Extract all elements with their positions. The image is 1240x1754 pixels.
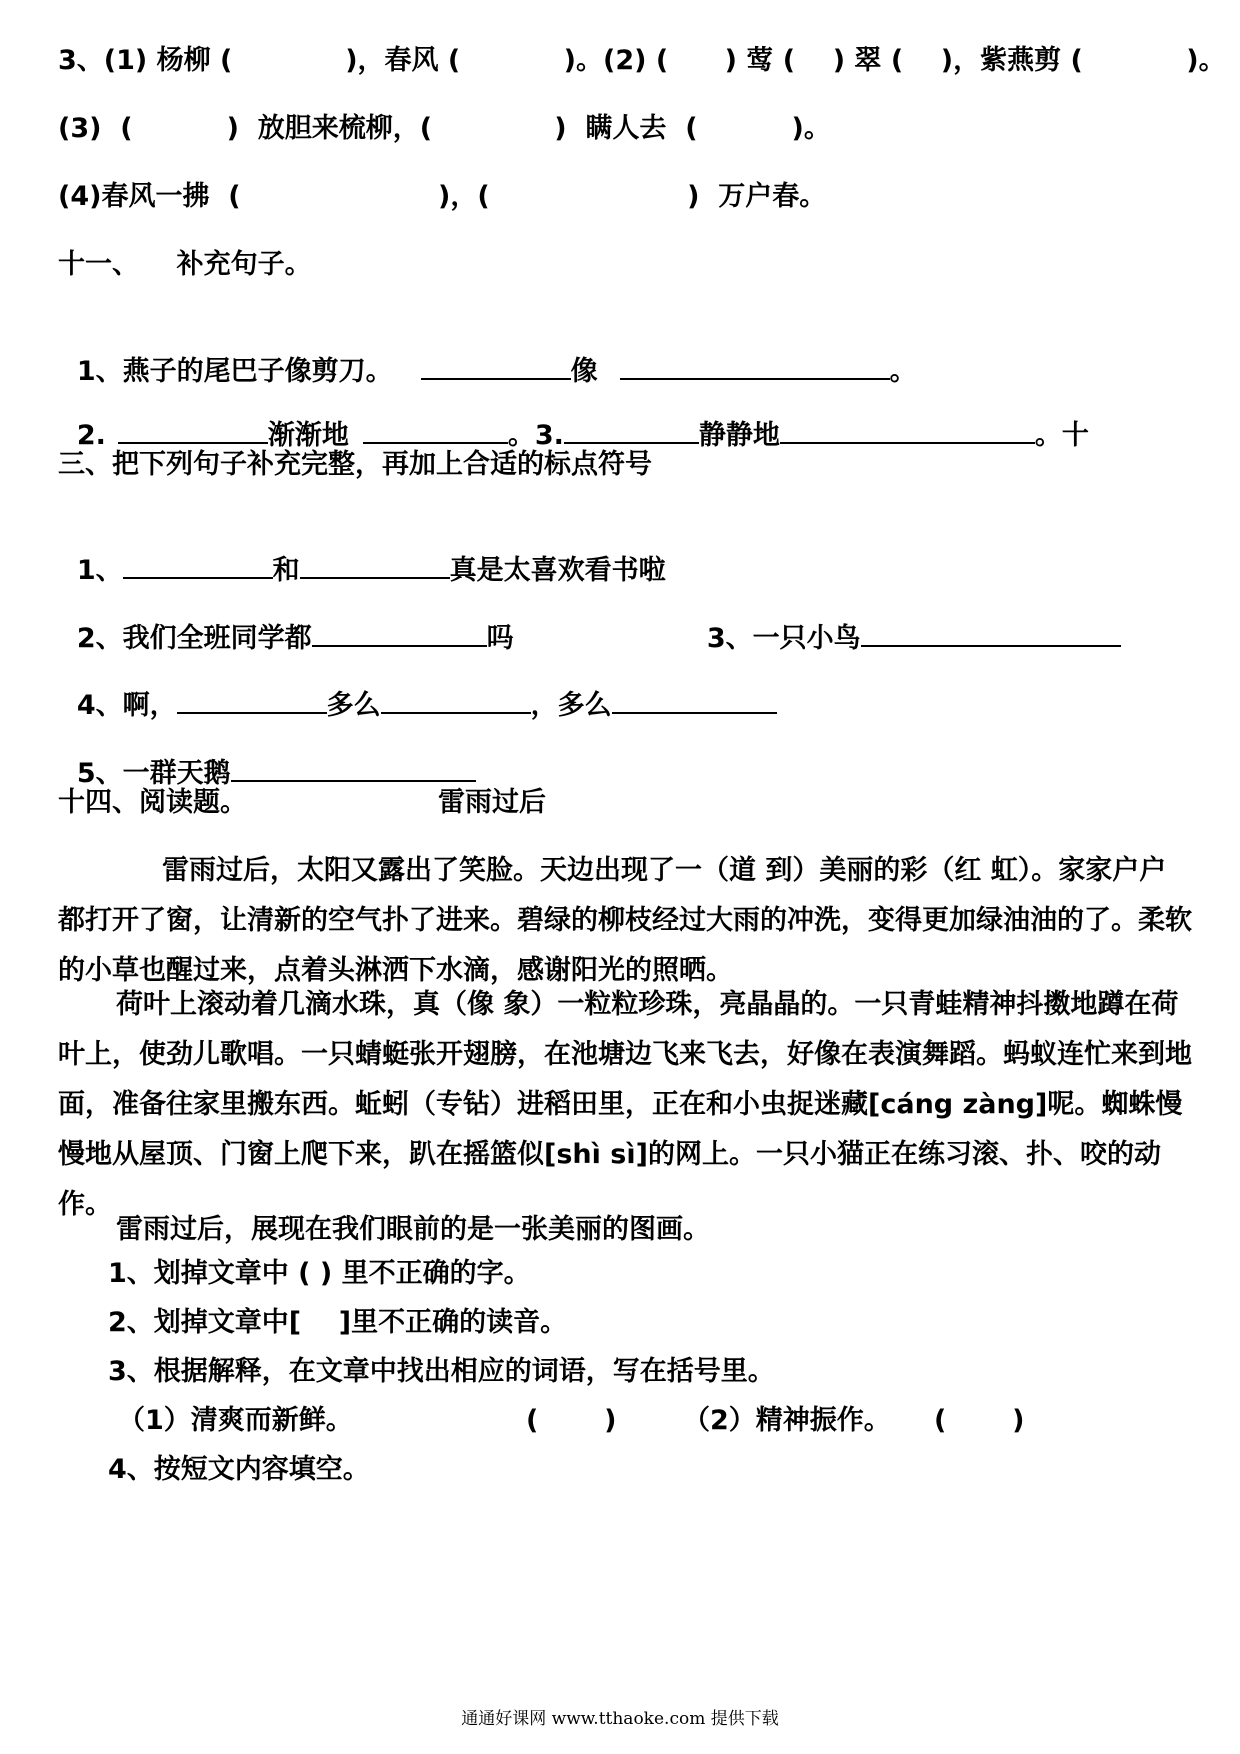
section-3-heading: 三、把下列句子补充完整，再加上合适的标点符号 xyxy=(58,449,652,480)
answer-blank[interactable] xyxy=(861,617,1121,647)
reading-paragraph-2: 荷叶上滚动着几滴水珠，真（像 象）一粒粒珍珠，亮晶晶的。一只青蛙精神抖擞地蹲在荷叶上，使劲儿歌唱。一只蜻蜓张开翅膀，在池塘边飞来飞去，好像在表演舞蹈。蚂蚁连忙来到地面，准备往家里搬东西。蚯蚓（专钻）进稻田里，正在和小虫捉迷藏[cáng zàng]呢。蜘蛛慢慢地从屋顶、门窗上爬下来，趴在摇篮似[shì sì]的网上。一只小猫正在练习滚、扑、咬的动作。 xyxy=(58,989,1192,1220)
q5-start: 5、一群天鹅 xyxy=(76,758,231,789)
section-3-q4 xyxy=(58,650,777,723)
reading-q4: 4、按短文内容填空。 xyxy=(108,1454,370,1485)
q3-start: 3、一只小鸟 xyxy=(706,623,861,654)
answer-blank[interactable] xyxy=(620,350,890,380)
q4-mid1: 多么 xyxy=(326,690,381,721)
q1-text: 1、燕子的尾巴子像剪刀。 xyxy=(76,356,393,387)
answer-blank[interactable] xyxy=(612,684,777,714)
reading-paragraph-3: 雷雨过后，展现在我们眼前的是一张美丽的图画。 xyxy=(116,1214,710,1245)
section-3-q5 xyxy=(58,718,476,791)
answer-blank[interactable] xyxy=(177,684,327,714)
q2-mid: 渐渐地 xyxy=(267,420,349,451)
answer-blank[interactable] xyxy=(312,617,487,647)
answer-blank[interactable] xyxy=(123,549,273,579)
answer-blank[interactable] xyxy=(118,414,268,444)
section-11-heading: 十一、 补充句子。 xyxy=(58,249,312,280)
q1-mid: 像 xyxy=(570,356,598,387)
poem-line-3: (4)春风一拂 ( )，( ) 万户春。 xyxy=(58,181,827,212)
reading-title: 雷雨过后 xyxy=(438,787,546,818)
answer-blank[interactable] xyxy=(381,684,531,714)
reading-paragraph-1: 雷雨过后，太阳又露出了笑脸。天边出现了一（道 到）美丽的彩（红 虹）。家家户户都打开了窗，让清新的空气扑了进来。碧绿的柳枝经过大雨的冲洗，变得更加绿油油的了。柔软的小草也醒过来，点着头淋洒下水滴，感谢阳光的照晒。 xyxy=(58,855,1192,986)
reading-q3: 3、根据解释，在文章中找出相应的词语，写在括号里。 xyxy=(108,1356,775,1387)
answer-blank[interactable] xyxy=(363,414,508,444)
section-11-q1 xyxy=(58,316,917,389)
reading-q1: 1、划掉文章中 ( ) 里不正确的字。 xyxy=(108,1258,531,1289)
q4-start: 4、啊， xyxy=(76,690,177,721)
q2-end: 。3. xyxy=(507,420,564,451)
section-3-q3 xyxy=(688,583,1121,656)
reading-q3a: （1）清爽而新鲜。 xyxy=(118,1405,353,1436)
poem-line-1: 3、(1) 杨柳 ( )，春风 ( )。(2) ( ) 莺 ( ) 翠 ( )，紫燕剪 ( )。 xyxy=(58,45,1226,76)
q1-end: 。 xyxy=(889,356,917,387)
reading-q3b: （2）精神振作。 xyxy=(683,1405,891,1436)
section-3-q2 xyxy=(58,583,514,656)
q1-end: 真是太喜欢看书啦 xyxy=(449,555,666,586)
q1-mid: 和 xyxy=(272,555,300,586)
q2-num: 2. xyxy=(76,420,106,451)
q3-end: 。十 xyxy=(1034,420,1089,451)
answer-blank[interactable] xyxy=(300,549,450,579)
answer-blank[interactable] xyxy=(780,414,1035,444)
q4-mid2: ，多么 xyxy=(530,690,612,721)
section-14-heading: 十四、阅读题。 xyxy=(58,787,247,818)
section-11-q2 xyxy=(58,380,1089,453)
q2-end: 吗 xyxy=(486,623,514,654)
section-3-q1 xyxy=(58,515,666,588)
reading-q2: 2、划掉文章中[ ]里不正确的读音。 xyxy=(108,1307,568,1338)
reading-q3a-blank[interactable]: ( ) xyxy=(526,1405,617,1436)
answer-blank[interactable] xyxy=(564,414,699,444)
q3-mid: 静静地 xyxy=(698,420,780,451)
poem-line-2: (3) ( ) 放胆来梳柳，( ) 瞒人去 ( )。 xyxy=(58,113,831,144)
q2-start: 2、我们全班同学都 xyxy=(76,623,312,654)
answer-blank[interactable] xyxy=(421,350,571,380)
q1-start: 1、 xyxy=(76,555,123,586)
footer-credit: 通通好课网 www.tthaoke.com 提供下载 xyxy=(461,1709,779,1729)
reading-q3b-blank[interactable]: ( ) xyxy=(934,1405,1025,1436)
answer-blank[interactable] xyxy=(231,752,476,782)
